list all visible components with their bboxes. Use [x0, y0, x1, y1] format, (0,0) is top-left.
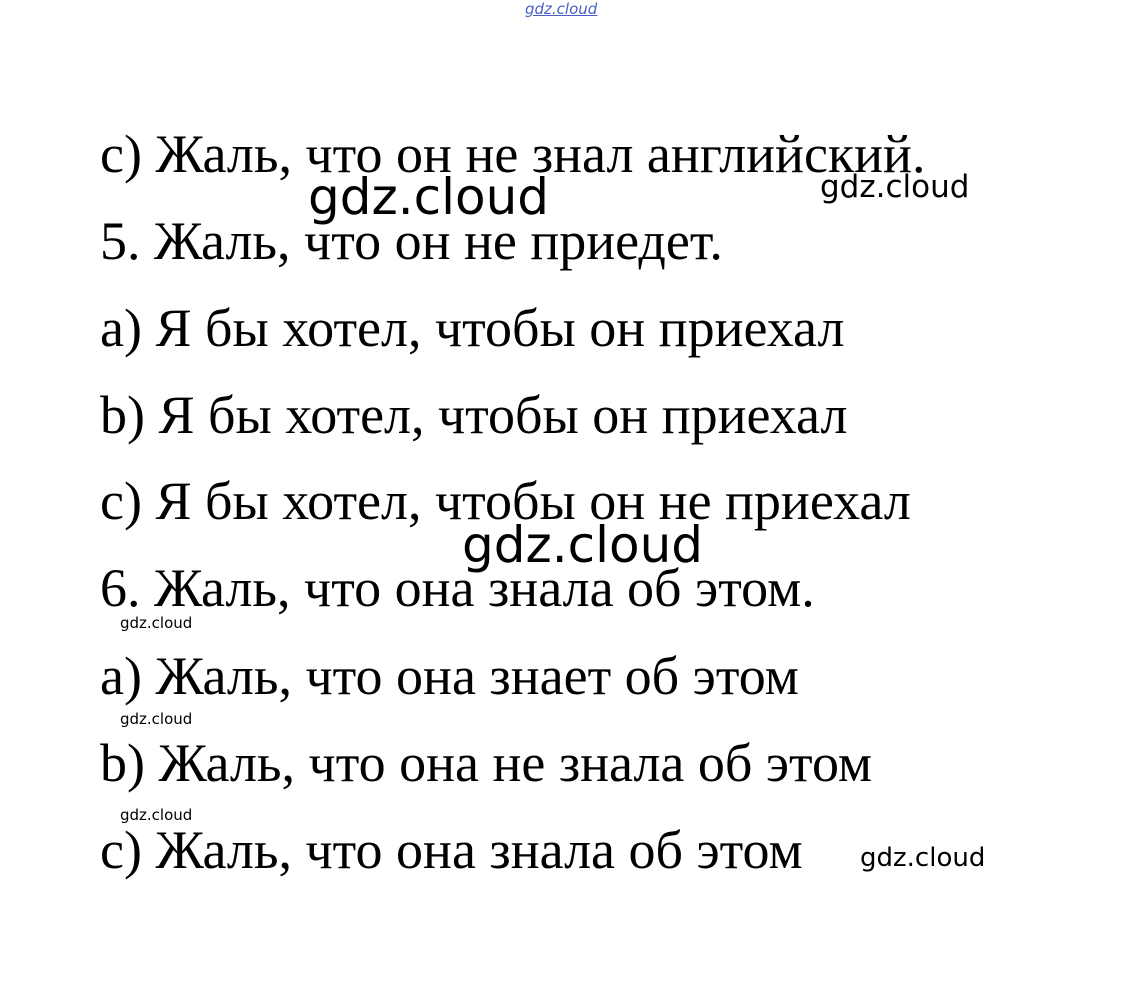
option-6b: b) Жаль, что она не знала об этом: [100, 733, 873, 793]
watermark-large: gdz.cloud: [462, 516, 704, 574]
watermark-small: gdz.cloud: [120, 806, 193, 824]
option-6c: c) Жаль, что она знала об этом: [100, 820, 803, 880]
watermark-inline: gdz.cloud: [860, 843, 986, 873]
option-6a: а) Жаль, что она знает об этом: [100, 646, 799, 706]
watermark-top[interactable]: gdz.cloud: [525, 0, 598, 18]
watermark-large: gdz.cloud: [308, 168, 550, 226]
answer-line-5c-prev: c) Жаль, что он не знал английский.: [100, 124, 926, 184]
option-5a: а) Я бы хотел, чтобы он приехал: [100, 298, 845, 358]
option-5b: b) Я бы хотел, чтобы он приехал: [100, 385, 848, 445]
watermark-small: gdz.cloud: [120, 710, 193, 728]
question-6: 6. Жаль, что она знала об этом.: [100, 558, 815, 618]
watermark-small: gdz.cloud: [120, 614, 193, 632]
option-5c: c) Я бы хотел, чтобы он не приехал: [100, 471, 911, 531]
question-5: 5. Жаль, что он не приедет.: [100, 211, 723, 271]
watermark-right: gdz.cloud: [820, 169, 970, 205]
